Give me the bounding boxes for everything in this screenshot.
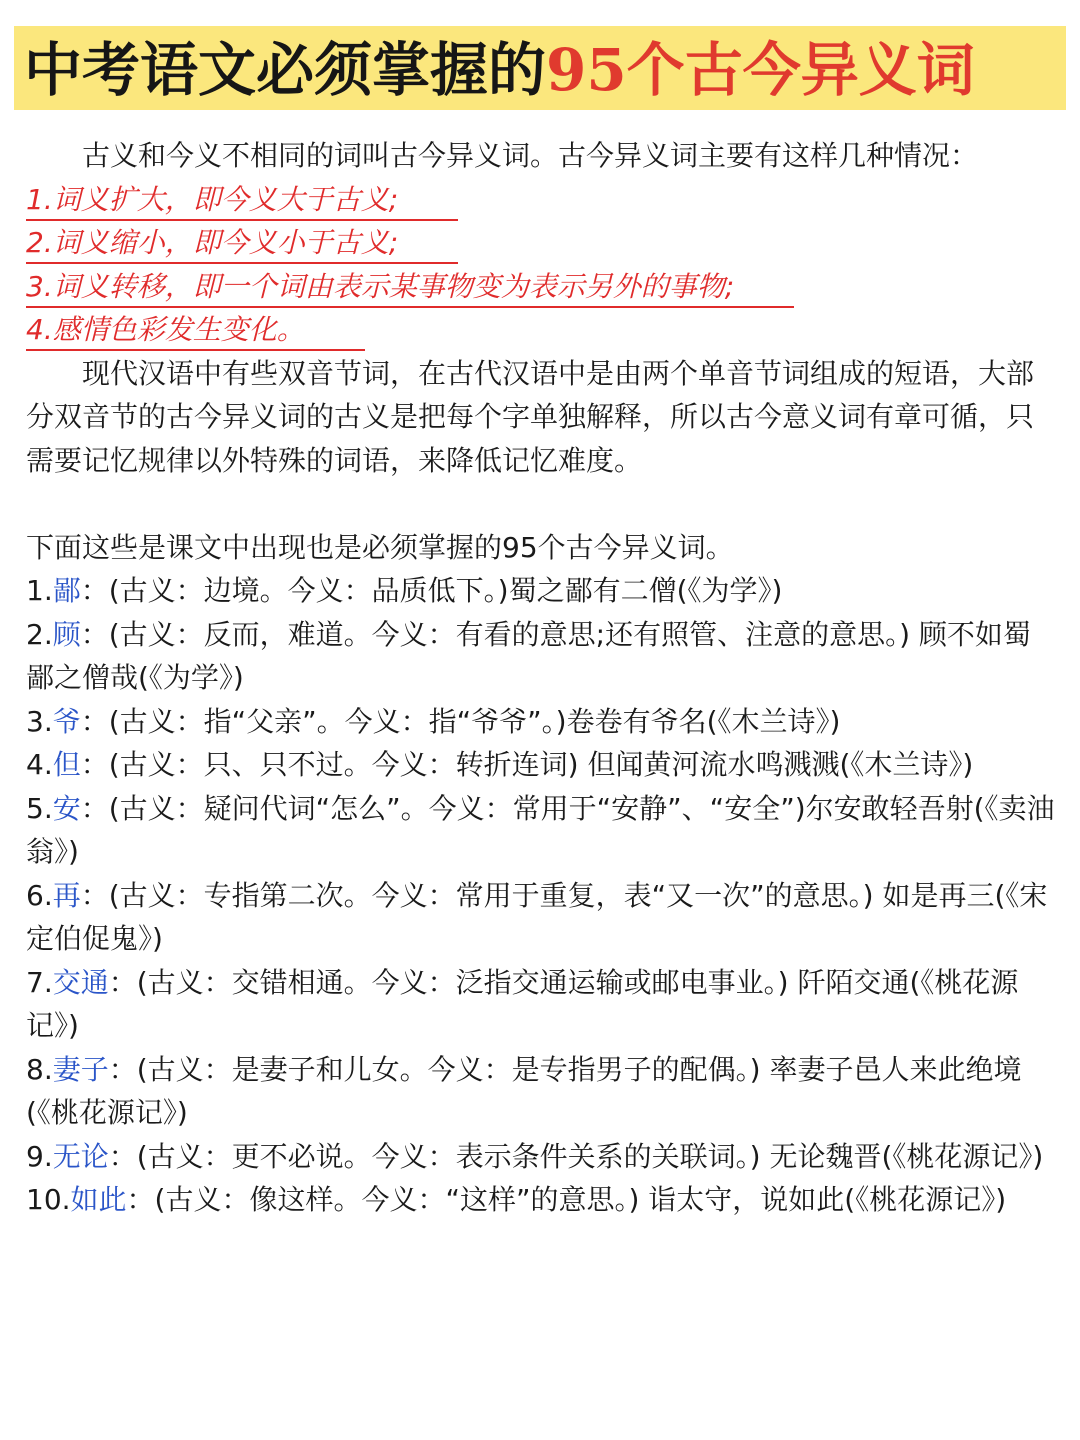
entry-number: 1.: [26, 574, 53, 607]
rule-text: 1.词义扩大，即今义大于古义;: [26, 181, 458, 221]
entry-number: 7.: [26, 965, 53, 999]
entry-keyword: 交通: [52, 965, 109, 999]
rule-list: [26, 178, 1058, 352]
word-entry: [26, 1178, 1058, 1222]
entry-keyword: 安: [52, 791, 81, 825]
rule-text: 2.词义缩小，即今义小于古义;: [26, 224, 458, 264]
entry-text: ：(古义：更不必说。今义：表示条件关系的关联词。) 无论魏晋(《桃花源记》): [108, 1139, 1044, 1173]
article-body: [26, 134, 1058, 1222]
word-entry: [26, 613, 1058, 700]
spacer: [26, 482, 1058, 526]
entry-number: 3.: [26, 704, 53, 738]
word-entry: [26, 874, 1058, 961]
word-entry: [26, 1135, 1058, 1179]
entry-text: ：(古义：像这样。今义：“这样”的意思。) 诣太守，说如此(《桃花源记》): [126, 1183, 1007, 1216]
entry-keyword: 再: [52, 878, 81, 912]
entry-number: 4.: [26, 748, 53, 781]
intro-paragraph: 古义和今义不相同的词叫古今异义词。古今异义词主要有这样几种情况：: [82, 139, 979, 172]
entry-text: ：(古义：指“父亲”。今义：指“爷爷”。)卷卷有爷名(《木兰诗》): [80, 704, 841, 738]
entry-number: 8.: [26, 1052, 53, 1086]
entry-keyword: 鄙: [52, 574, 81, 607]
rule-item: [26, 178, 1058, 222]
entry-number: 10.: [26, 1183, 71, 1216]
explanation-paragraph: 现代汉语中有些双音节词，在古代汉语中是由两个单音节词组成的短语，大部分双音节的古今异义词的古义是把每个字单独解释，所以古今意义词有章可循，只需要记忆规律以外特殊的词语，来降低记忆难度。: [26, 356, 1035, 477]
word-entry: [26, 1048, 1058, 1135]
rule-item: [26, 265, 1058, 309]
word-entry: [26, 787, 1058, 874]
word-entry: [26, 961, 1058, 1048]
entry-keyword: 但: [52, 748, 81, 781]
rule-text: 3.词义转移，即一个词由表示某事物变为表示另外的事物;: [26, 268, 794, 308]
word-entry: [26, 743, 1058, 787]
entry-text: ：(古义：边境。今义：品质低下。)蜀之鄙有二僧(《为学》): [80, 574, 783, 607]
rule-text: 4.感情色彩发生变化。: [26, 311, 365, 351]
entry-number: 5.: [26, 791, 53, 825]
entry-text: ：(古义：交错相通。今义：泛指交通运输或邮电事业。) 阡陌交通(《桃花源记》): [26, 965, 1019, 1042]
entry-keyword: 妻子: [52, 1052, 109, 1086]
entry-text: ：(古义：专指第二次。今义：常用于重复，表“又一次”的意思。) 如是再三(《宋定伯促鬼》): [26, 878, 1048, 955]
word-entry: [26, 569, 1058, 613]
rule-item: [26, 308, 1058, 352]
title-part-dark: 中考语文必须掌握的: [24, 36, 547, 104]
entry-text: ：(古义：是妻子和儿女。今义：是专指男子的配偶。) 率妻子邑人来此绝境(《桃花源记》): [26, 1052, 1022, 1129]
list-intro: 下面这些是课文中出现也是必须掌握的95个古今异义词。: [26, 530, 734, 564]
entry-keyword: 爷: [52, 704, 81, 738]
entry-number: 6.: [26, 878, 53, 912]
entry-text: ：(古义：只、只不过。今义：转折连词) 但闻黄河流水鸣溅溅(《木兰诗》): [80, 748, 974, 781]
word-list: [26, 569, 1058, 1222]
entry-keyword: 如此: [70, 1183, 127, 1216]
word-entry: [26, 700, 1058, 744]
entry-keyword: 顾: [52, 617, 81, 651]
entry-keyword: 无论: [52, 1139, 109, 1173]
rule-item: [26, 221, 1058, 265]
entry-text: ：(古义：疑问代词“怎么”。今义：常用于“安静”、“安全”)尔安敢轻吾射(《卖油翁》): [26, 791, 1055, 868]
entry-number: 2.: [26, 617, 53, 651]
title-part-red: 95个古今异义词: [546, 36, 975, 104]
page-title: [24, 34, 975, 106]
entry-text: ：(古义：反而，难道。今义：有看的意思;还有照管、注意的意思。) 顾不如蜀鄙之僧哉(《为学》): [26, 617, 1031, 694]
entry-number: 9.: [26, 1139, 53, 1173]
